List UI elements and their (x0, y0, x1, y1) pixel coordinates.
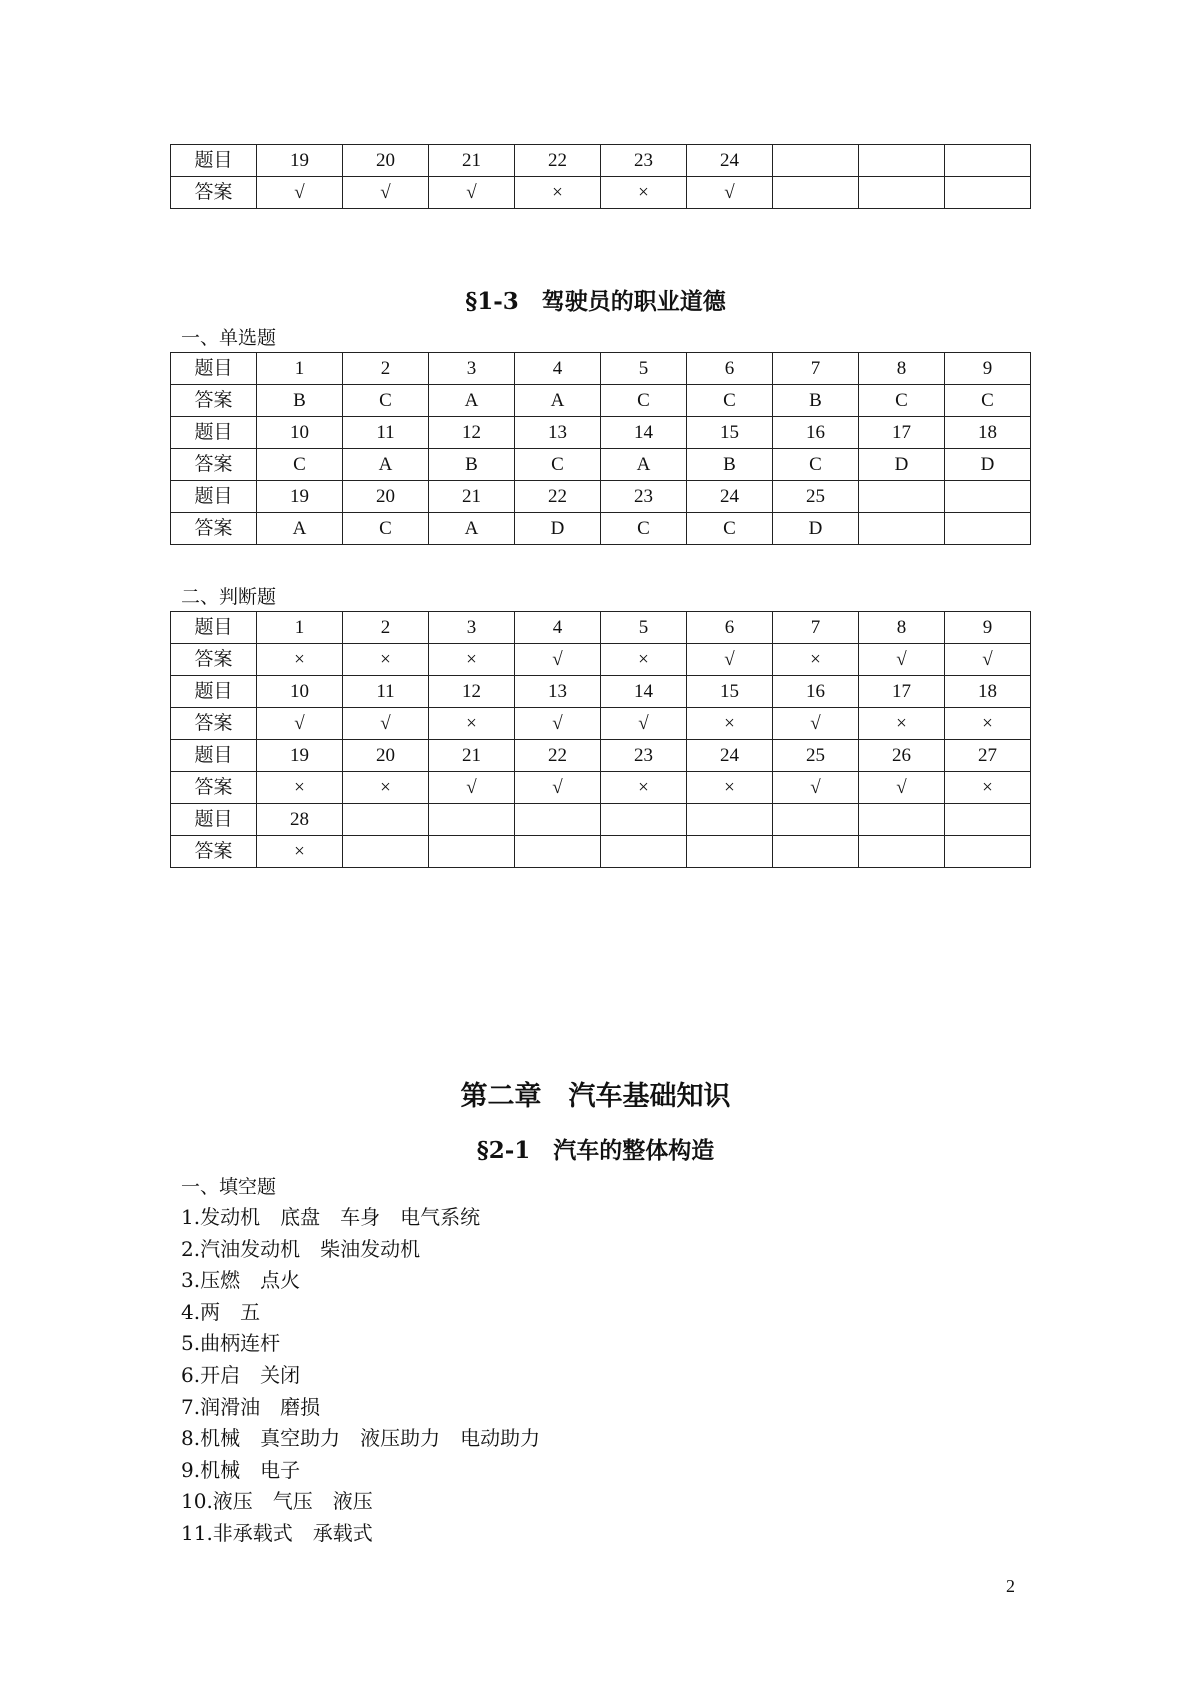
table-cell: × (343, 772, 429, 804)
table-cell (343, 836, 429, 868)
table-cell: 17 (859, 417, 945, 449)
answer-row (171, 708, 1031, 740)
table-cell: A (601, 449, 687, 481)
table-cell: 7 (773, 353, 859, 385)
table-cell: 16 (773, 676, 859, 708)
table-cell: A (429, 385, 515, 417)
table-cell: 24 (687, 145, 773, 177)
fill-in-answer-item: 10.液压 气压 液压 (181, 1489, 373, 1514)
table-cell: 23 (601, 481, 687, 513)
fill-in-answer-item: 4.两 五 (181, 1299, 261, 1324)
table-cell: B (773, 385, 859, 417)
table-cell: D (945, 449, 1031, 481)
table-cell: 2 (343, 612, 429, 644)
table-cell: √ (601, 708, 687, 740)
table-cell: × (687, 708, 773, 740)
table-cell: 17 (859, 676, 945, 708)
table-cell: × (687, 772, 773, 804)
section-title-2-1: §2-1 汽车的整体构造 (476, 1137, 715, 1164)
table-cell: √ (687, 644, 773, 676)
table-cell: 22 (515, 740, 601, 772)
table-cell: 6 (687, 612, 773, 644)
table-cell: C (257, 449, 343, 481)
table-cell: √ (515, 644, 601, 676)
table-cell: 16 (773, 417, 859, 449)
table-cell: 1 (257, 353, 343, 385)
table-cell: √ (859, 644, 945, 676)
table-cell: 7 (773, 612, 859, 644)
row-label: 答案 (171, 836, 257, 868)
table-cell (515, 804, 601, 836)
table-cell: 2 (343, 353, 429, 385)
row-label: 答案 (171, 449, 257, 481)
question-number-row (171, 740, 1031, 772)
table-cell: 24 (687, 481, 773, 513)
table-cell: A (515, 385, 601, 417)
table-cell: 9 (945, 353, 1031, 385)
table-cell: 20 (343, 145, 429, 177)
table-cell: 18 (945, 417, 1031, 449)
table-cell: C (687, 513, 773, 545)
table-cell: 12 (429, 417, 515, 449)
fill-in-answer-item: 11.非承载式 承载式 (181, 1520, 373, 1545)
table-cell: 24 (687, 740, 773, 772)
table-cell: 10 (257, 417, 343, 449)
question-number-row (171, 804, 1031, 836)
table-cell (859, 836, 945, 868)
table-cell: × (945, 708, 1031, 740)
table-cell: 6 (687, 353, 773, 385)
table-cell (601, 836, 687, 868)
row-label: 答案 (171, 708, 257, 740)
table-cell: 8 (859, 353, 945, 385)
table-cell: 5 (601, 353, 687, 385)
table-cell: × (343, 644, 429, 676)
table-cell: B (687, 449, 773, 481)
table-cell: √ (429, 177, 515, 209)
table-cell: D (859, 449, 945, 481)
table-cell: √ (343, 708, 429, 740)
table-cell: √ (343, 177, 429, 209)
table-cell: 13 (515, 676, 601, 708)
table-cell (945, 145, 1031, 177)
table-cell: B (257, 385, 343, 417)
question-number-row (171, 612, 1031, 644)
table-cell: 19 (257, 481, 343, 513)
section-title-1-3: §1-3 驾驶员的职业道德 (465, 288, 726, 315)
table-cell: 10 (257, 676, 343, 708)
table-cell: × (859, 708, 945, 740)
row-label: 题目 (171, 145, 257, 177)
table-cell: × (429, 644, 515, 676)
table-cell: √ (945, 644, 1031, 676)
answer-table-single-choice (170, 352, 1031, 545)
row-label: 答案 (171, 772, 257, 804)
table-cell: D (515, 513, 601, 545)
true-false-heading: 二、判断题 (181, 586, 277, 608)
table-cell: √ (773, 772, 859, 804)
question-number-row (171, 676, 1031, 708)
fill-in-heading: 一、填空题 (181, 1176, 277, 1198)
table-cell: × (601, 772, 687, 804)
table-cell (429, 804, 515, 836)
table-cell: 23 (601, 145, 687, 177)
table-cell: 4 (515, 353, 601, 385)
table-cell (343, 804, 429, 836)
answer-row (171, 836, 1031, 868)
table-cell: 8 (859, 612, 945, 644)
table-cell: B (429, 449, 515, 481)
fill-in-answer-item: 2.汽油发动机 柴油发动机 (181, 1236, 421, 1261)
page-number: 2 (1006, 1576, 1015, 1596)
fill-in-answer-item: 5.曲柄连杆 (181, 1331, 281, 1356)
table-cell (945, 177, 1031, 209)
table-cell: 15 (687, 417, 773, 449)
table-cell: √ (687, 177, 773, 209)
answer-row (171, 385, 1031, 417)
table-cell: 14 (601, 417, 687, 449)
table-cell (859, 481, 945, 513)
table-cell: × (601, 177, 687, 209)
row-label: 答案 (171, 177, 257, 209)
row-label: 答案 (171, 513, 257, 545)
fill-in-answer-item: 7.润滑油 磨损 (181, 1394, 321, 1419)
table-cell (859, 177, 945, 209)
fill-in-answer-item: 8.机械 真空助力 液压助力 电动助力 (181, 1426, 541, 1451)
table-cell: √ (515, 772, 601, 804)
table-cell: × (515, 177, 601, 209)
table-cell: 15 (687, 676, 773, 708)
table-cell: 4 (515, 612, 601, 644)
table-cell: × (601, 644, 687, 676)
table-cell (687, 804, 773, 836)
fill-in-answer-item: 1.发动机 底盘 车身 电气系统 (181, 1205, 481, 1229)
table-cell: √ (773, 708, 859, 740)
table-cell: × (773, 644, 859, 676)
question-number-row (171, 353, 1031, 385)
table-cell: √ (257, 177, 343, 209)
table-cell: 21 (429, 740, 515, 772)
table-cell: 23 (601, 740, 687, 772)
table-cell: C (343, 513, 429, 545)
row-label: 题目 (171, 740, 257, 772)
table-cell: × (257, 644, 343, 676)
table-cell: 21 (429, 481, 515, 513)
table-cell: 28 (257, 804, 343, 836)
table-cell: 20 (343, 740, 429, 772)
answer-row (171, 513, 1031, 545)
table-cell (945, 804, 1031, 836)
table-cell: × (945, 772, 1031, 804)
question-number-row (171, 145, 1031, 177)
table-cell: C (601, 385, 687, 417)
single-choice-heading: 一、单选题 (181, 327, 277, 349)
row-label: 答案 (171, 385, 257, 417)
table-cell: 19 (257, 740, 343, 772)
table-cell: 22 (515, 145, 601, 177)
fill-in-answer-item: 6.开启 关闭 (181, 1362, 301, 1387)
row-label: 题目 (171, 676, 257, 708)
answer-table-true-false-continued (170, 144, 1031, 209)
table-cell (859, 804, 945, 836)
chapter-title: 第二章 汽车基础知识 (460, 1081, 731, 1112)
table-cell: C (945, 385, 1031, 417)
table-cell: C (601, 513, 687, 545)
table-cell: 11 (343, 417, 429, 449)
table-cell: A (343, 449, 429, 481)
row-label: 题目 (171, 481, 257, 513)
table-cell: √ (859, 772, 945, 804)
question-number-row (171, 417, 1031, 449)
table-cell: √ (257, 708, 343, 740)
question-number-row (171, 481, 1031, 513)
answer-row (171, 177, 1031, 209)
table-cell (429, 836, 515, 868)
table-cell: 27 (945, 740, 1031, 772)
table-cell: 12 (429, 676, 515, 708)
table-cell: 3 (429, 353, 515, 385)
table-cell (687, 836, 773, 868)
table-cell (945, 836, 1031, 868)
table-cell: 9 (945, 612, 1031, 644)
table-cell: 22 (515, 481, 601, 513)
row-label: 题目 (171, 804, 257, 836)
table-cell (773, 836, 859, 868)
table-cell: 13 (515, 417, 601, 449)
table-cell: 21 (429, 145, 515, 177)
table-cell: × (257, 836, 343, 868)
table-cell (601, 804, 687, 836)
answer-row (171, 449, 1031, 481)
fill-in-answer-list (181, 1202, 540, 1550)
row-label: 答案 (171, 644, 257, 676)
row-label: 题目 (171, 353, 257, 385)
table-cell: C (773, 449, 859, 481)
table-cell: A (257, 513, 343, 545)
table-cell (945, 513, 1031, 545)
fill-in-answer-item: 3.压燃 点火 (181, 1268, 301, 1293)
answer-table-true-false (170, 611, 1031, 868)
table-cell: 19 (257, 145, 343, 177)
table-cell: 5 (601, 612, 687, 644)
table-cell: C (343, 385, 429, 417)
table-cell: 18 (945, 676, 1031, 708)
table-cell: C (687, 385, 773, 417)
table-cell: × (429, 708, 515, 740)
table-cell: √ (515, 708, 601, 740)
table-cell (773, 804, 859, 836)
answer-row (171, 644, 1031, 676)
table-cell: 25 (773, 740, 859, 772)
table-cell: 11 (343, 676, 429, 708)
row-label: 题目 (171, 612, 257, 644)
table-cell: 26 (859, 740, 945, 772)
table-cell: 25 (773, 481, 859, 513)
table-cell: × (257, 772, 343, 804)
table-cell: C (515, 449, 601, 481)
table-cell: C (859, 385, 945, 417)
table-cell (945, 481, 1031, 513)
table-cell: 3 (429, 612, 515, 644)
table-cell: 20 (343, 481, 429, 513)
table-cell (773, 145, 859, 177)
table-cell: √ (429, 772, 515, 804)
row-label: 题目 (171, 417, 257, 449)
table-cell (773, 177, 859, 209)
table-cell: 14 (601, 676, 687, 708)
table-cell: A (429, 513, 515, 545)
table-cell: D (773, 513, 859, 545)
table-cell (515, 836, 601, 868)
answer-row (171, 772, 1031, 804)
fill-in-answer-item: 9.机械 电子 (181, 1457, 301, 1482)
table-cell: 1 (257, 612, 343, 644)
table-cell (859, 513, 945, 545)
table-cell (859, 145, 945, 177)
